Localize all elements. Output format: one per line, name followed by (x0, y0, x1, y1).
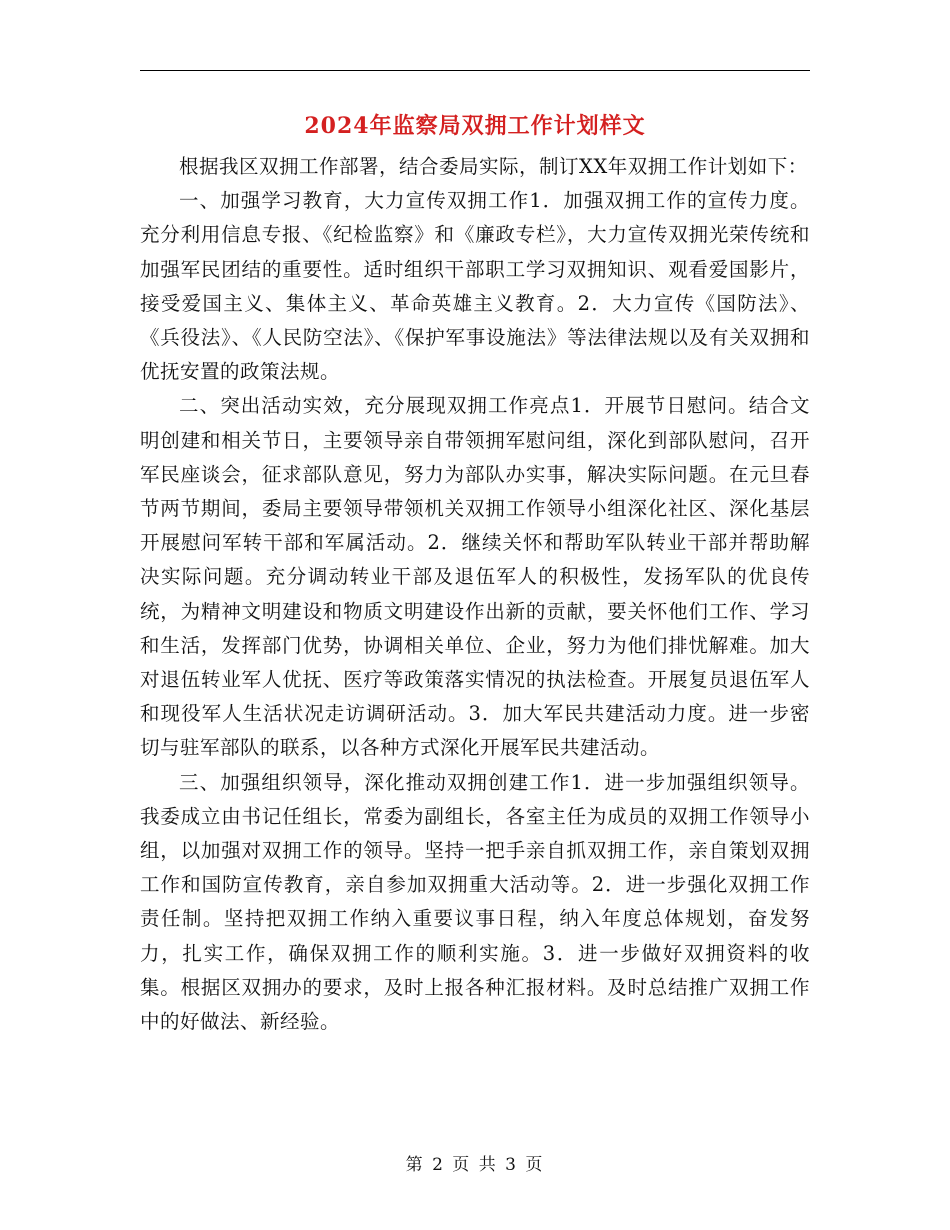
paragraph-intro: 根据我区双拥工作部署，结合委局实际，制订XX年双拥工作计划如下： (179, 155, 808, 178)
paragraph-section-2: 二、突出活动实效，充分展现双拥工作亮点1．开展节日慰问。结合文明创建和相关节日，主要领导亲自带领拥军慰问组，深化到部队慰问，召开军民座谈会，征求部队意见，努力为部队办实事，解决实际问题。在元旦春节两节期间，委局主要领导带领机关双拥工作领导小组深化社区、深化基层开展慰问军转干部和军属活动。2．继续关怀和帮助军队转业干部并帮助解决实际问题。充分调动转业干部及退伍军人的积极性，发扬军队的优良传统，为精神文明建设和物质文明建设作出新的贡献，要关怀他们工作、学习和生活，发挥部门优势，协调相关单位、企业，努力为他们排忧解难。加大对退伍转业军人优抚、医疗等政策落实情况的执法检查。开展复员退伍军人和现役军人生活状况走访调研活动。3．加大军民共建活动力度。进一步密切与驻军部队的联系，以各种方式深化开展军民共建活动。 (140, 394, 810, 760)
page-number: 第 2 页 共 3 页 (405, 1155, 545, 1175)
paragraph-section-3: 三、加强组织领导，深化推动双拥创建工作1．进一步加强组织领导。我委成立由书记任组长，常委为副组长，各室主任为成员的双拥工作领导小组，以加强对双拥工作的领导。坚持一把手亲自抓双拥工作，亲自策划双拥工作和国防宣传教育，亲自参加双拥重大活动等。2．进一步强化双拥工作责任制。坚持把双拥工作纳入重要议事日程，纳入年度总体规划，奋发努力，扎实工作，确保双拥工作的顺利实施。3．进一步做好双拥资料的收集。根据区双拥办的要求，及时上报各种汇报材料。及时总结推广双拥工作中的好做法、新经验。 (140, 770, 810, 1034)
document-body (140, 150, 810, 1039)
paragraph-section-1: 一、加强学习教育，大力宣传双拥工作1．加强双拥工作的宣传力度。充分利用信息专报、《纪检监察》和《廉政专栏》，大力宣传双拥光荣传统和加强军民团结的重要性。适时组织干部职工学习双拥知识、观看爱国影片，接受爱国主义、集体主义、革命英雄主义教育。2．大力宣传《国防法》、《兵役法》、《人民防空法》、《保护军事设施法》等法律法规以及有关双拥和优抚安置的政策法规。 (140, 189, 810, 384)
document-title: 2024年监察局双拥工作计划样文 (304, 113, 646, 139)
header-rule (140, 70, 810, 71)
